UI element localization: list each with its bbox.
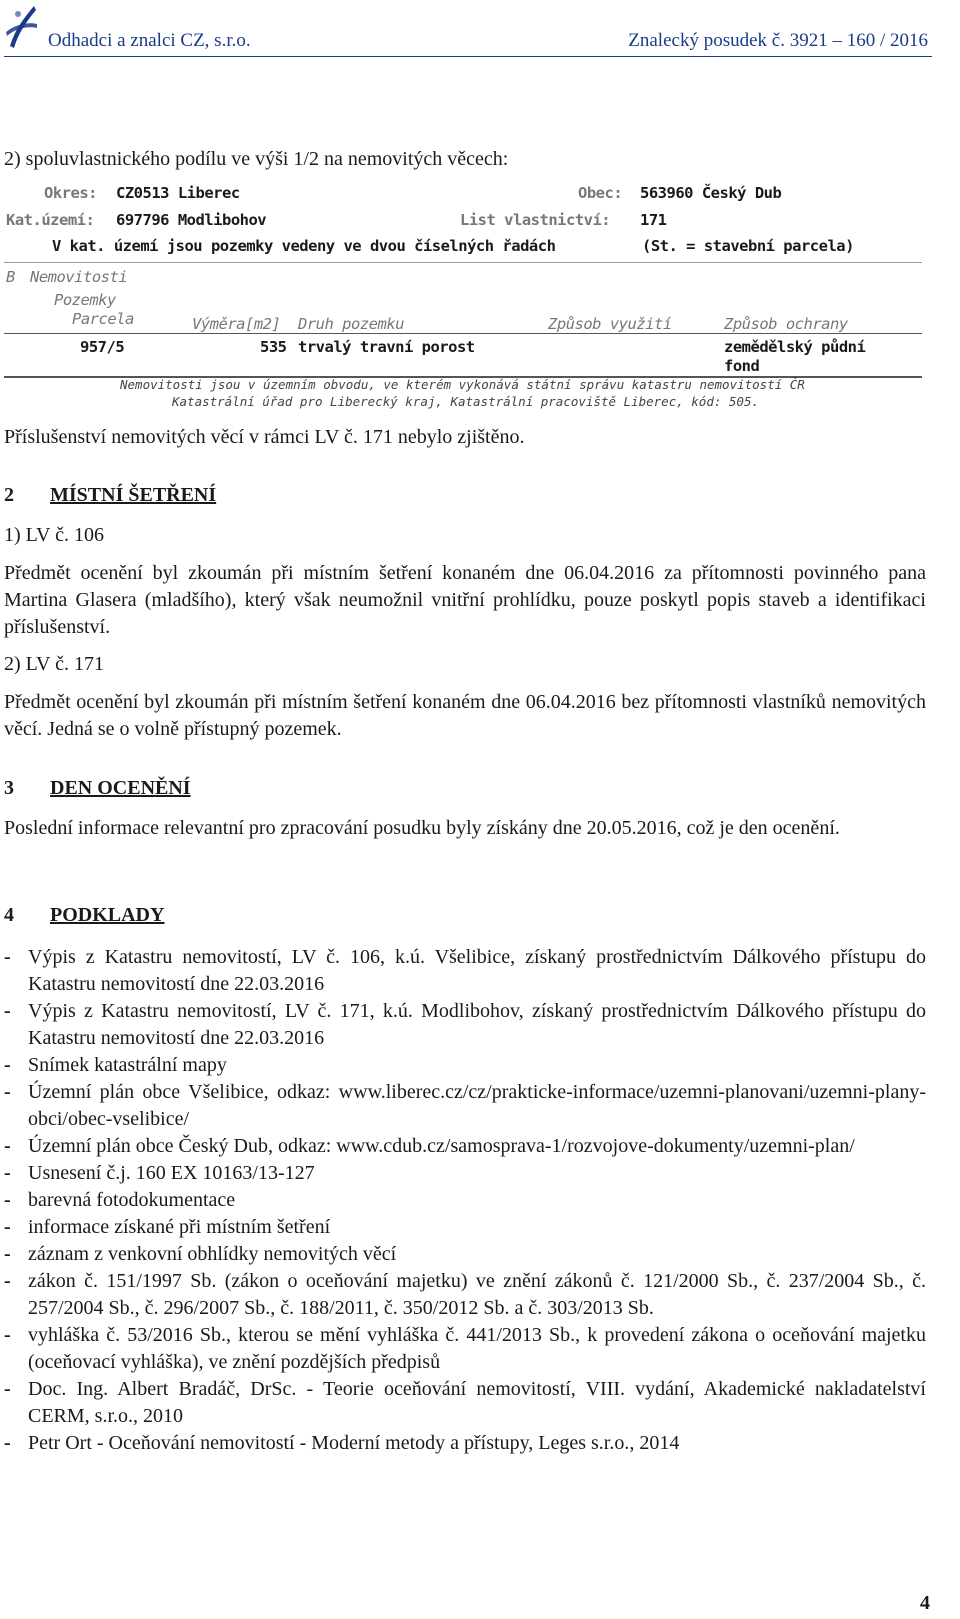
list-dash: - [4,946,11,968]
podklady-item [4,1052,926,1079]
lv-rule-header [4,333,922,334]
section-2-sub1: 1) LV č. 106 [4,524,104,546]
section-3-p: Poslední informace relevantní pro zpracování posudku byly získány dne 20.05.2016, což je den ocenění. [4,817,840,839]
podklady-item-text: Územní plán obce Český Dub, odkaz: www.cdub.cz/samosprava-1/rozvojove-dokumenty/uzemni-plan/ [28,1135,855,1157]
lv-row-parcela: 957/5 [80,338,125,356]
podklady-item-text: vyhláška č. 53/2016 Sb., kterou se mění vyhláška č. 441/2013 Sb., k provedení zákona o oceňování majetku (oceňovací vyhláška), ve znění pozdějších předpisů [28,1324,926,1373]
section-2-sub2: 2) LV č. 171 [4,653,104,675]
lv-obec-label: Obec: [578,184,623,202]
podklady-item-text: zákon č. 151/1997 Sb. (zákon o oceňování majetku) ve znění zákonů č. 121/2000 Sb., č. 237/2004 Sb., č. 257/2004 Sb., č. 296/2007 Sb., č. 188/2011, č. 350/2012 Sb. a č. 303/2013 Sb. [28,1270,926,1319]
podklady-item [4,1241,926,1268]
podklady-item-text: Petr Ort - Oceňování nemovitostí - Moderní metody a přístupy, Leges s.r.o., 2014 [28,1432,680,1454]
list-dash: - [4,1378,11,1400]
podklady-item [4,1079,926,1133]
section-2-p2: Předmět ocenění byl zkoumán při místním šetření konaném dne 06.04.2016 bez přítomnosti vlastníků nemovitých věcí. Jedná se o volně přístupný pozemek. [4,691,926,740]
podklady-item-text: barevná fotodokumentace [28,1189,236,1211]
section-4-heading [4,904,164,927]
podklady-item [4,1160,926,1187]
lv-footer-2: Katastrální úřad pro Liberecký kraj, Katastrální pracoviště Liberec, kód: 505. [172,394,759,409]
page-number: 4 [920,1592,930,1614]
lv-row-ochrana-2: fond [724,357,760,375]
list-dash: - [4,1324,11,1346]
lv-pozemky: Pozemky [54,291,116,309]
podklady-item [4,998,926,1052]
podklady-item-text: Snímek katastrální mapy [28,1054,227,1076]
podklady-item [4,1268,926,1322]
lv-col-vyuziti: Způsob využití [548,315,672,333]
lv-extract [0,180,930,412]
section-2-p1: Předmět ocenění byl zkoumán při místním šetření konaném dne 06.04.2016 za přítomnosti povinného pana Martina Glasera (mladšího), který však neumožnil vnitřní prohlídku, pouze poskytl popis staveb a identifikaci příslušenství. [4,562,926,638]
list-dash: - [4,1216,11,1238]
lv-footer-1: Nemovitosti jsou v územním obvodu, ve kterém vykonává státní správu katastru nemovitostí ČR [120,377,805,392]
lv-list-label: List vlastnictví: [460,211,611,229]
podklady-item [4,1187,926,1214]
podklady-item [4,1214,926,1241]
lv-kat-label: Kat.území: [6,211,95,229]
lv-row-druh: trvalý travní porost [298,338,475,356]
podklady-item-text: Doc. Ing. Albert Bradáč, DrSc. - Teorie oceňování nemovitostí, VIII. vydání, Akademické nakladatelství CERM, s.r.o., 2010 [28,1378,926,1427]
lv-row-vymera: 535 [260,338,287,356]
lv-row-ochrana-1: zemědělský půdní [724,338,866,356]
podklady-item-text: záznam z venkovní obhlídky nemovitých věcí [28,1243,397,1265]
podklady-item-text: Výpis z Katastru nemovitostí, LV č. 106, k.ú. Všelibice, získaný prostřednictvím Dálkového přístupu do Katastru nemovitostí dne 22.03.2016 [28,946,926,995]
podklady-item-text: Výpis z Katastru nemovitostí, LV č. 171, k.ú. Modlibohov, získaný prostřednictvím Dálkového přístupu do Katastru nemovitostí dne 22.03.2016 [28,1000,926,1049]
section-intro: 2) spoluvlastnického podílu ve výši 1/2 na nemovitých věcech: [4,148,509,170]
section-3-heading [4,777,191,800]
list-dash: - [4,1432,11,1454]
section-4-number: 4 [4,904,14,926]
list-dash: - [4,1135,11,1157]
list-dash: - [4,1000,11,1022]
lv-rule-top [4,262,922,263]
list-dash: - [4,1081,11,1103]
lv-okres-value: CZ0513 Liberec [116,184,240,202]
lv-parcela: Parcela [72,310,134,328]
section-2-number: 2 [4,484,14,506]
lv-col-druh: Druh pozemku [298,315,404,333]
lv-col-vymera: Výměra[m2] [192,315,281,333]
company-logo [4,2,38,50]
list-dash: - [4,1054,11,1076]
lv-note: V kat. území jsou pozemky vedeny ve dvou číselných řadách [52,237,556,255]
header-rule [4,56,932,57]
lv-col-ochrana: Způsob ochrany [724,315,848,333]
podklady-item [4,944,926,998]
list-dash: - [4,1270,11,1292]
lv-section-b: B [6,268,15,286]
list-dash: - [4,1243,11,1265]
section-3-title: DEN OCENĚNÍ [50,777,191,799]
prislusenstvi-text: Příslušenství nemovitých věcí v rámci LV č. 171 nebylo zjištěno. [4,426,525,448]
section-2-heading [4,484,216,507]
lv-okres-label: Okres: [44,184,97,202]
lv-kat-value: 697796 Modlibohov [116,211,267,229]
podklady-item-text: informace získané při místním šetření [28,1216,331,1238]
header-document: Znalecký posudek č. 3921 – 160 / 2016 [628,30,928,51]
podklady-item [4,1133,926,1160]
podklady-item-text: Usnesení č.j. 160 EX 10163/13-127 [28,1162,315,1184]
podklady-item [4,1430,926,1457]
podklady-list [4,944,926,1457]
lv-list-value: 171 [640,211,667,229]
podklady-item [4,1322,926,1376]
section-4-title: PODKLADY [50,904,165,926]
section-3-number: 3 [4,777,14,799]
podklady-item [4,1376,926,1430]
header-company: Odhadci a znalci CZ, s.r.o. [48,30,251,51]
section-2-title: MÍSTNÍ ŠETŘENÍ [50,484,217,506]
lv-section-b-label: Nemovitosti [30,268,128,286]
lv-note-right: (St. = stavební parcela) [642,237,854,255]
list-dash: - [4,1189,11,1211]
lv-obec-value: 563960 Český Dub [640,184,782,202]
list-dash: - [4,1162,11,1184]
podklady-item-text: Územní plán obce Všelibice, odkaz: www.liberec.cz/cz/prakticke-informace/uzemni-planovani/uzemni-plany-obci/obec-vselibice/ [28,1081,926,1130]
